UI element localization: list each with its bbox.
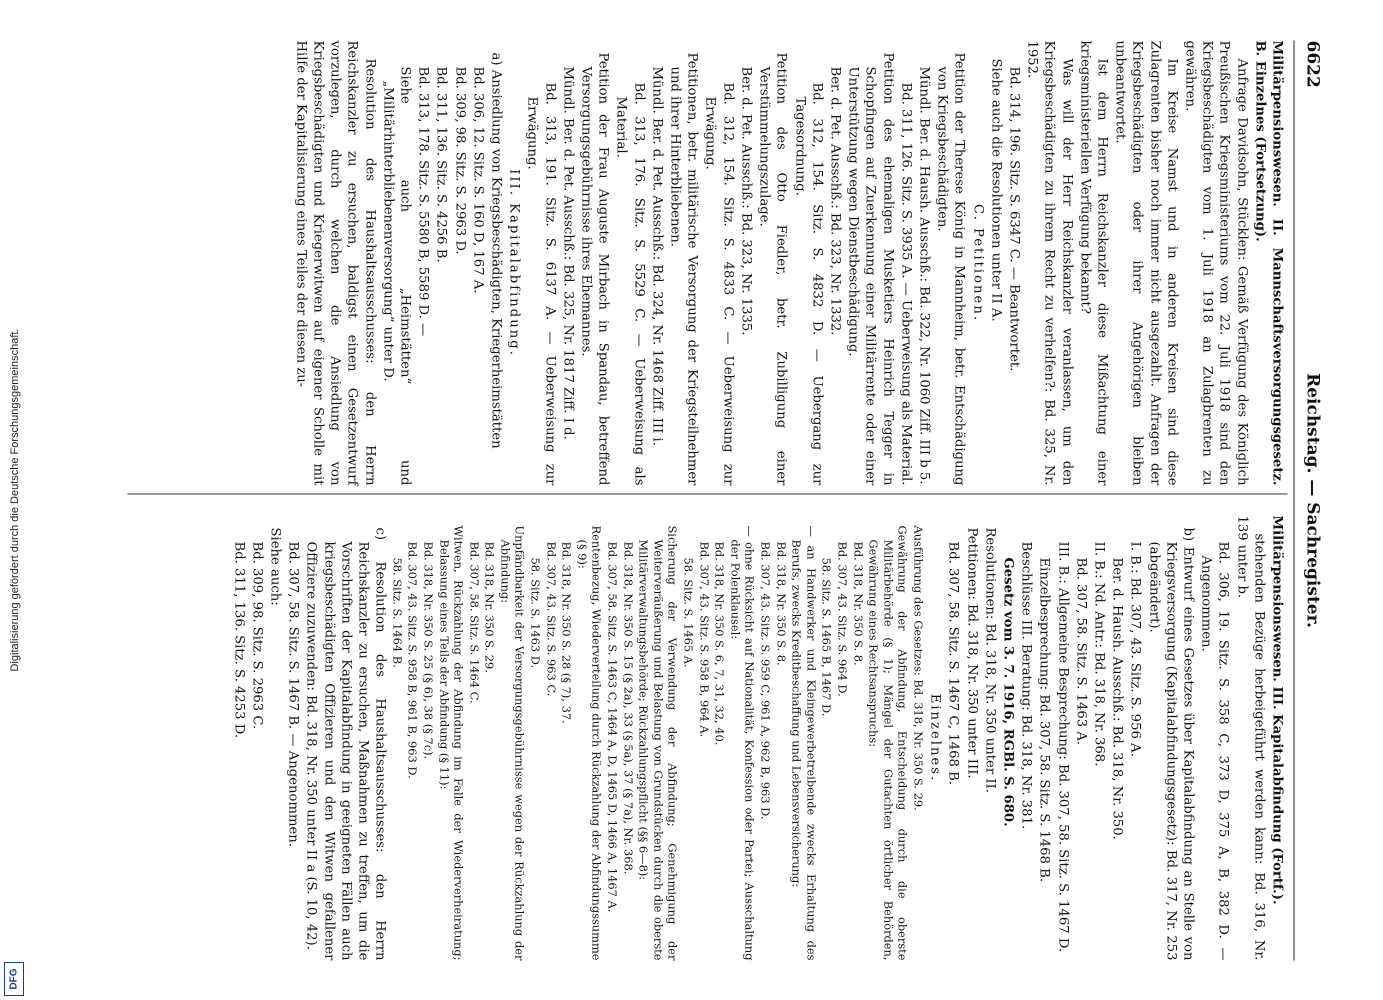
entry-reference: Bd. 318, Nr. 350 S. 25 (§ 6), 38 (§ 7c). <box>420 541 435 759</box>
entry-text: Petition der Frau Auguste Mirbach in Spandau, betreffend Versorgungsgebührnisse ihres Ehemannes. <box>578 52 611 485</box>
entry-reference: Bd. 318, Nr. 350 S. 8. <box>773 541 788 666</box>
entry-reference: Bd. 307, 58. Sitz. S. 1463 C, 1464 A, D, 1465 D, 1466 A, 1467 A. <box>605 541 620 912</box>
section-heading: Militärpensionswesen. II. Mannschaftsversorgungsgesetz. B. Einzelnes (Fortsetzung). <box>1251 40 1284 485</box>
entry-reference: Bd. 307, 43. Sitz. S. 958 B, 961 B, 963 D. <box>405 541 420 779</box>
entry-reference: Bd. 313, 191. Sitz. S. 6137 A. — Ueberweisung zur Erwägung. <box>524 82 557 485</box>
subsection-heading: III. Kapitalabfindung. <box>506 168 522 357</box>
entry-reference: Bd. 306, 12. Sitz. S. 160 D, 167 A. <box>469 66 485 293</box>
entry-reference: Bd. 307, 43. Sitz. S. 958 B, 964 A. <box>696 541 711 737</box>
dfg-logo <box>4 962 24 996</box>
entry-reference: Siehe auch „Heimstätten“ und „Militärhinterbliebenenversorgung“ unter D. <box>379 66 413 485</box>
entry-reference: Bd. 307, 58. Sitz. S. 1467 B. — Angenommen. <box>285 541 301 847</box>
entry-text: Sicherung der Verwendung der Abfindung; Genehmigung der Weiterveräußerung und Belastung von Grundstücken durch die oberste Militärverwaltungsbehörde; Rückzahlungspflicht (§§ 6—8): <box>636 525 680 960</box>
entry-text: a) Ansiedlung von Kriegsbeschädigten, Kriegerheimstätten <box>488 52 504 449</box>
entry-reference: III. B.: Allgemeine Besprechung: Bd. 307, 58. Sitz. S. 1467 D. <box>1054 541 1070 952</box>
entry-reference: Bd. 307, 43. Sitz. S. 963 C. <box>543 541 558 696</box>
entry-reference: Mündl. Ber. d. Pet. Ausschß.: Bd. 324, Nr. 1468 Ziff. III i. <box>648 66 664 446</box>
detail-entries <box>389 515 925 960</box>
entry-text: Ausführung des Gesetzes: Bd. 318, Nr. 350 S. 29. <box>910 525 925 811</box>
entry-text: Siehe auch die Resolutionen unter II A. <box>987 58 1003 322</box>
entry-text: Siehe auch: <box>266 527 282 606</box>
entry-reference: Bd. 311, 136. Sitz. S. 4253 D. <box>230 541 246 738</box>
entry-reference: Bd. 307, 58. Sitz. S. 1464 C. <box>466 541 481 704</box>
entry-reference: Einzelbesprechung: Bd. 307, 58. Sitz. S. 1468 B. <box>1036 557 1052 882</box>
entry-reference: 58. Sitz. S. 1465 A. <box>681 557 696 668</box>
entry-reference: Ber. d. Pet. Ausschß.: Bd. 323, Nr. 1335. <box>737 66 753 335</box>
entry-text: Im Kreise Namst und in anderen Kreisen sind diese Zulagrenten bisher noch immer nicht ausgezahlt. Anfragen der Kriegsbeschädigten oder ihrer Angehörigen bleiben unbeantwortet. <box>1112 40 1179 485</box>
entry-text: b) Entwurf eines Gesetzes über Kapitalabfindung an Stelle von Kriegsversorgung (Kapitalabfindungsgesetz): Bd. 317, Nr. 253 (abgeändert). <box>1145 527 1195 960</box>
entry-text: Petitionen, betr. militärische Versorgung der Kriegsteilnehmer und ihrer Hinterbliebenen. <box>667 52 700 485</box>
dfg-logo-text: DFG <box>8 968 20 990</box>
entry-text: Petition des Otto Fiedler, betr. Zubilligung einer Verstümmelungszulage. <box>756 52 789 485</box>
footer-note <box>4 0 26 1000</box>
entry-reference: 58. Sitz. S. 1465 B, 1467 D. <box>819 557 834 716</box>
page-number: 6622 <box>1302 40 1322 88</box>
law-reference: Gesetz vom 3. 7. 1916, RGBl. S. 680. <box>999 557 1015 827</box>
entry-reference: Ber. d. Pet. Ausschß.: Bd. 323, Nr. 1332. <box>826 66 842 335</box>
entry-text: stehenden Bezüge herbeigeführt werden kann: Bd. 316, Nr. 139 unter b. <box>1233 515 1266 960</box>
entry-text: Rentenbezug, Wiederverteilung durch Rückzahlung der Abfindungssumme (§ 9): <box>574 525 604 960</box>
entry-reference: 58. Sitz. S. 1463 D. <box>528 557 543 668</box>
entry-text: — an Handwerker und Kleingewerbetreibende zwecks Erhaltung des Berufs, zwecks Kreditbeschaffung und Lebensversicherung: <box>789 525 818 960</box>
entry-reference: Bd. 307, 43. Sitz. S. 959 C, 961 A, 962 B, 963 D. <box>758 541 772 819</box>
entry-reference: Bd. 312, 154. Sitz. S. 4832 D. — Uebergang zur Tagesordnung. <box>791 82 824 485</box>
entry-reference: Mündl. Ber. d. Pet. Ausschß.: Bd. 325, Nr. 1817 Ziff. I d. <box>559 66 575 440</box>
entry-reference: Beschlüsse III. Beratung: Bd. 318, Nr. 381. <box>1018 541 1034 829</box>
entry-reference: Bd. 309, 98. Sitz. S. 2963 C. <box>248 541 264 729</box>
entry-reference: Ber. d. Haush. Ausschß.: Bd. 318, Nr. 350. <box>1109 557 1125 840</box>
entry-text: Resolution des Haushaltsausschusses: den Herrn Reichskanzler zu ersuchen, baldigst einen Gesetzentwurf vorzulegen, durch welchen die Ansiedlung von Kriegsbeschädigten und Kriegerwitwen auf eigener Scholle mit Hilfe der Kapitalisierung eines Teiles der diesen zu- <box>292 40 377 485</box>
entry-text: Ist dem Herrn Reichskanzler diese Mißachtung einer kriegsministeriellen Verfügung bekannt? <box>1076 40 1109 485</box>
entry-text: Petition des ehemaligen Musketiers Heinrich Tegger in Schopfingen auf Zuerkennung einer Militärrente oder einer Unterstützung wegen Dienstbeschädigung. <box>845 52 895 485</box>
entry-reference: Bd. 309, 98. Sitz. S. 2963 D. <box>451 66 467 255</box>
entry-reference: Bd. 307, 58. Sitz. S. 1467 C, 1468 B. <box>945 541 961 785</box>
entry-reference: Bd. 311, 136. Sitz. S. 4256 B. <box>433 66 449 263</box>
subsection-heading: C. Petitionen. <box>969 203 985 322</box>
entry-text: c) Resolution des Haushaltsausschusses: den Herrn Reichskanzler zu ersuchen, Maßnahmen zu treffen, um die Vorschriften der Kapitalabfindung in geeigneten Fällen auch kriegsbeschädigten Offizieren und den Witwen gefallener Offiziere zuzuwenden: Bd. 318, Nr. 350 unter II a (S. 10, 42). <box>303 527 388 960</box>
entry-text: Unpfändbarkeit der Versorgungsgebührnisse wegen der Rückzahlung der Abfindung: <box>497 525 527 960</box>
entry-reference: 58. Sitz. S. 1464 B. <box>389 557 404 668</box>
subsection-heading: Einzelnes. <box>927 693 943 782</box>
column-divider <box>127 493 1287 494</box>
entry-reference: Bd. 312, 154. Sitz. S. 4833 C. — Ueberweisung zur Erwägung. <box>702 82 735 485</box>
entry-text: — ohne Rücksicht auf Nationalität, Konfession oder Partei; Ausschaltung der Polenklausel: <box>727 525 757 960</box>
entry-text: Was will der Herr Reichskanzler veranlassen, um den Kriegsbeschädigten zu ihrem Recht zu verhelfen?: Bd. 325, Nr. 1952. <box>1024 40 1074 485</box>
entry-reference: Bd. 314, 196. Sitz. S. 6347 C. — Beantwortet. <box>1005 66 1021 371</box>
right-column <box>228 515 1285 960</box>
entry-reference: Petitionen: Bd. 318, Nr. 350 unter III. <box>963 527 979 779</box>
entry-reference: Bd. 318, Nr. 350 S. 28 (§ 7), 37. <box>559 541 574 724</box>
entry-text: Anfrage Davidsohn, Stücklen: Gemäß Verfügung des Königlich Preußischen Kriegsministeriums vom 22. Juli 1918 sind den Kriegsbeschädigten vom 1. Juli 1918 an Zulagbrenten zu gewähren. <box>1181 40 1249 485</box>
entry-reference: Bd. 318, Nr. 350 S. 29. <box>482 541 497 673</box>
entry-reference: Bd. 311, 126. Sitz. S. 3935 A. — Ueberweisung als Material. <box>897 82 913 485</box>
entry-text: Witwen, Rückzahlung der Abfindung im Falle der Wiederverheiratung; Belassung eines Teils der Abfindung (§ 11): <box>436 525 466 960</box>
page-header <box>1293 40 1328 960</box>
entry-reference: I. B.: Bd. 307, 43. Sitz. S. 956 A. <box>1127 541 1143 757</box>
entry-reference: Bd. 306, 19. Sitz. S. 358 C, 373 D, 375 A, B, 382 D. — Angenommen. <box>1198 541 1231 960</box>
entry-text: Petition der Therese König in Mannheim, betr. Entschädigung von Kriegsbeschädigten. <box>934 52 967 485</box>
entry-reference: Bd. 313, 178. Sitz. S. 5580 B, 5589 D. — <box>415 66 431 336</box>
entry-reference: Bd. 307, 58. Sitz. S. 1463 A. <box>1072 557 1088 745</box>
entry-reference: Bd. 318, Nr. 350 S. 15 (§ 2a), 33 (§ 5a), 37 (§ 7a), Nr. 368. <box>620 541 635 874</box>
entry-reference: II. B.: Nd. Antr.: Bd. 318, Nr. 368. <box>1090 541 1106 766</box>
running-title: Reichstag. — Sachregister. <box>1302 372 1322 628</box>
left-column <box>291 40 1285 485</box>
entry-text: Gewährung der Abfindung, Entscheidung durch die oberste Militärbehörde (§ 1); Mängel der Gutachten örtlicher Behörden, Gewährung eines Rechtsanspruchs: <box>866 525 910 960</box>
entry-reference: Bd. 307, 43. Sitz. S. 964 D. <box>834 541 849 697</box>
entry-reference: Bd. 318, Nr. 350 S. 6, 7, 31, 32, 40. <box>712 541 727 745</box>
footer-note-text: Digitalisierung gefördert durch die Deutsche Forschungsgemeinschaft. <box>9 328 21 672</box>
entry-reference: Bd. 313, 176. Sitz. S. 5529 C. — Ueberweisung als Material. <box>613 82 646 485</box>
entry-reference: Bd. 318, Nr. 350 S. 8. <box>850 541 865 666</box>
entry-reference: Mündl. Ber. d. Haush. Ausschß.: Bd. 322, Nr. 1060 Ziff. III b 5. <box>915 66 931 484</box>
section-heading: Militärpensionswesen. III. Kapitalabfindung (Fortf.). <box>1269 515 1284 905</box>
entry-reference: Resolutionen: Bd. 318, Nr. 350 unter II. <box>981 527 997 793</box>
